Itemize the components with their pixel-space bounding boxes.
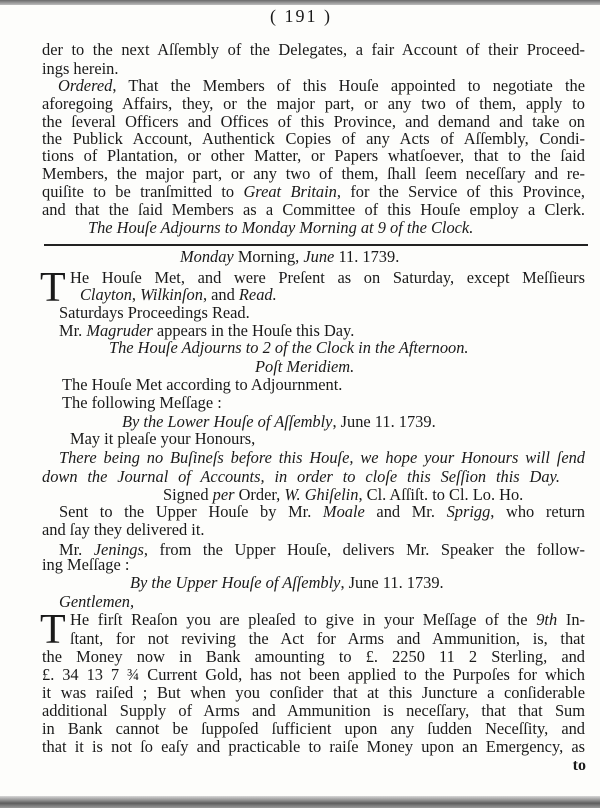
text-segment: , xyxy=(131,285,141,304)
text-segment: £. 34 13 7 ¾ Current Gold, has not been applied to the Purpoſes for which xyxy=(42,665,585,684)
text-line xyxy=(42,647,585,667)
text-segment: tions of Plantation, or other Matter, or Papers whatſoever, that to the ſaid xyxy=(42,146,585,165)
text-segment: , who return xyxy=(490,502,585,521)
text-line xyxy=(42,164,585,184)
italic-text: There being no Buſineſs before this Houſe, we hope your Honours will ſend xyxy=(59,448,585,467)
italic-text: W. Ghiſelin xyxy=(284,485,359,504)
italic-text: Ordered xyxy=(58,76,113,95)
text-segment: that it is not ſo eaſy and practicable to raiſe Money upon an Emergency, as xyxy=(42,737,585,756)
text-segment: ing Meſſage : xyxy=(42,555,130,574)
italic-text: Clayton xyxy=(80,285,132,304)
text-segment: the Money now in Bank amounting to £. 2250 11 2 Sterling, and xyxy=(42,647,585,666)
italic-text: down the Journal of Accounts, in order to cloſe this Seſſion this Day. xyxy=(42,467,560,486)
text-segment: Mr. xyxy=(59,540,94,559)
text-line xyxy=(59,502,585,522)
text-line xyxy=(42,555,129,575)
text-segment: additional Supply of Arms and Ammunition is neceſſary, that that Sum xyxy=(42,701,585,720)
text-segment: in Bank cannot be ſuppoſed ſufficient upon any ſudden Neceſſity, and xyxy=(42,719,585,738)
text-segment: ings herein. xyxy=(42,59,119,78)
italic-text: Magruder xyxy=(86,321,153,340)
italic-text: The Houſe Adjourns to Monday Morning at 9 of the Clock. xyxy=(88,218,474,237)
text-segment: the ſeveral Officers and Offices of this Province, and demand and take on xyxy=(42,112,585,131)
text-segment: , Cl. Aſſiſt. to Cl. Lo. Ho. xyxy=(358,485,524,504)
text-segment: the Publick Account, Authentick Copies of any Acts of Aſſembly, Condi- xyxy=(42,129,585,148)
text-segment: , and xyxy=(202,285,239,304)
text-segment: The following Meſſage : xyxy=(62,393,222,412)
italic-text: Read. xyxy=(238,285,277,304)
italic-text: Moale xyxy=(322,502,365,521)
text-line xyxy=(42,200,585,220)
drop-cap: T xyxy=(40,607,66,653)
drop-cap: T xyxy=(40,265,66,311)
text-line xyxy=(62,393,222,413)
text-line xyxy=(109,338,469,358)
italic-text: The Houſe Adjourns to 2 of the Clock in the Afternoon. xyxy=(109,338,469,357)
italic-text: By the Upper Houſe of Aſſembly xyxy=(130,573,341,592)
text-line xyxy=(70,629,585,649)
text-line xyxy=(42,40,585,60)
text-segment: Mr. xyxy=(59,321,87,340)
text-segment: and ſay they delivered it. xyxy=(42,520,205,539)
page-number: ( 191 ) xyxy=(270,6,332,26)
text-line xyxy=(255,357,354,377)
text-line xyxy=(42,665,585,685)
text-line xyxy=(42,719,585,739)
text-line xyxy=(42,467,560,487)
text-segment: , for the Service of this Province, xyxy=(336,182,585,201)
text-segment: , June 11. 1739. xyxy=(340,573,444,592)
text-line xyxy=(42,520,204,540)
text-segment: Sent to the Upper Houſe by Mr. xyxy=(59,502,323,521)
text-line xyxy=(70,610,585,630)
section-divider xyxy=(44,244,588,246)
italic-text: Poſt Meridiem. xyxy=(255,357,355,376)
text-segment: , June 11. 1739. xyxy=(332,412,436,431)
text-segment: He firſt Reaſon you are pleaſed to give in your Meſſage of the xyxy=(70,610,537,629)
text-segment: Members, the major part, or any two of them, ſhall ſeem neceſſary and re- xyxy=(42,164,585,183)
text-segment: Saturdays Proceedings Read. xyxy=(59,303,250,322)
text-line xyxy=(42,701,585,721)
text-segment: and that the ſaid Members as a Committee of this Houſe employ a Clerk. xyxy=(42,200,585,219)
text-line xyxy=(88,218,473,238)
text-line xyxy=(59,448,585,468)
text-segment: it was raiſed ; But when you conſider that at this Juncture a conſiderable xyxy=(42,683,585,702)
text-line xyxy=(59,592,134,612)
text-segment: and Mr. xyxy=(364,502,447,521)
italic-text: per xyxy=(212,485,235,504)
text-segment: Order, xyxy=(234,485,285,504)
text-line xyxy=(62,375,342,395)
text-segment: quiſite to be tranſmitted to xyxy=(42,182,244,201)
text-line xyxy=(59,303,250,323)
text-segment: He Houſe Met, and were Preſent as on Saturday, except Meſſieurs xyxy=(70,268,585,287)
text-segment: Signed xyxy=(163,485,213,504)
italic-text: June xyxy=(303,247,335,266)
text-line xyxy=(42,683,585,703)
scan-edge-top xyxy=(0,0,600,5)
italic-text: Monday xyxy=(180,247,234,266)
italic-text: Sprigg xyxy=(446,502,491,521)
text-line xyxy=(42,737,585,757)
scan-edge-bottom xyxy=(0,796,600,808)
text-segment: In- xyxy=(557,610,585,629)
text-line xyxy=(80,285,277,305)
italic-text: Gentlemen, xyxy=(59,592,135,611)
text-line xyxy=(42,94,585,114)
text-segment: der to the next Aſſembly of the Delegates, a fair Account of their Proceed- xyxy=(42,40,585,59)
text-segment: aforegoing Affairs, they, or the major part, or any two of them, apply to xyxy=(42,94,585,113)
italic-text: By the Lower Houſe of Aſſembly xyxy=(122,412,333,431)
text-line xyxy=(42,146,585,166)
text-segment: ſtant, for not reviving the Act for Arms and Ammunition, is, that xyxy=(70,629,585,648)
text-segment: 11. 1739. xyxy=(334,247,400,266)
text-segment: Morning, xyxy=(233,247,304,266)
text-line xyxy=(180,247,399,267)
text-line xyxy=(58,76,585,96)
text-segment: , from the Upper Houſe, delivers Mr. Speaker the follow- xyxy=(143,540,585,559)
text-line xyxy=(59,540,585,560)
text-line xyxy=(42,182,585,202)
italic-text: Jenings xyxy=(93,540,144,559)
text-segment: The Houſe Met according to Adjournment. xyxy=(62,375,343,394)
italic-text: Great Britain xyxy=(243,182,337,201)
text-segment: May it pleaſe your Honours, xyxy=(70,429,256,448)
italic-text: 9th xyxy=(536,610,558,629)
text-line xyxy=(70,429,255,449)
text-line xyxy=(130,573,444,593)
italic-text: Wilkinſon xyxy=(140,285,203,304)
text-segment: appears in the Houſe this Day. xyxy=(152,321,355,340)
catchword: to xyxy=(572,757,586,774)
text-segment: , That the Members of this Houſe appointed to negotiate the xyxy=(112,76,585,95)
